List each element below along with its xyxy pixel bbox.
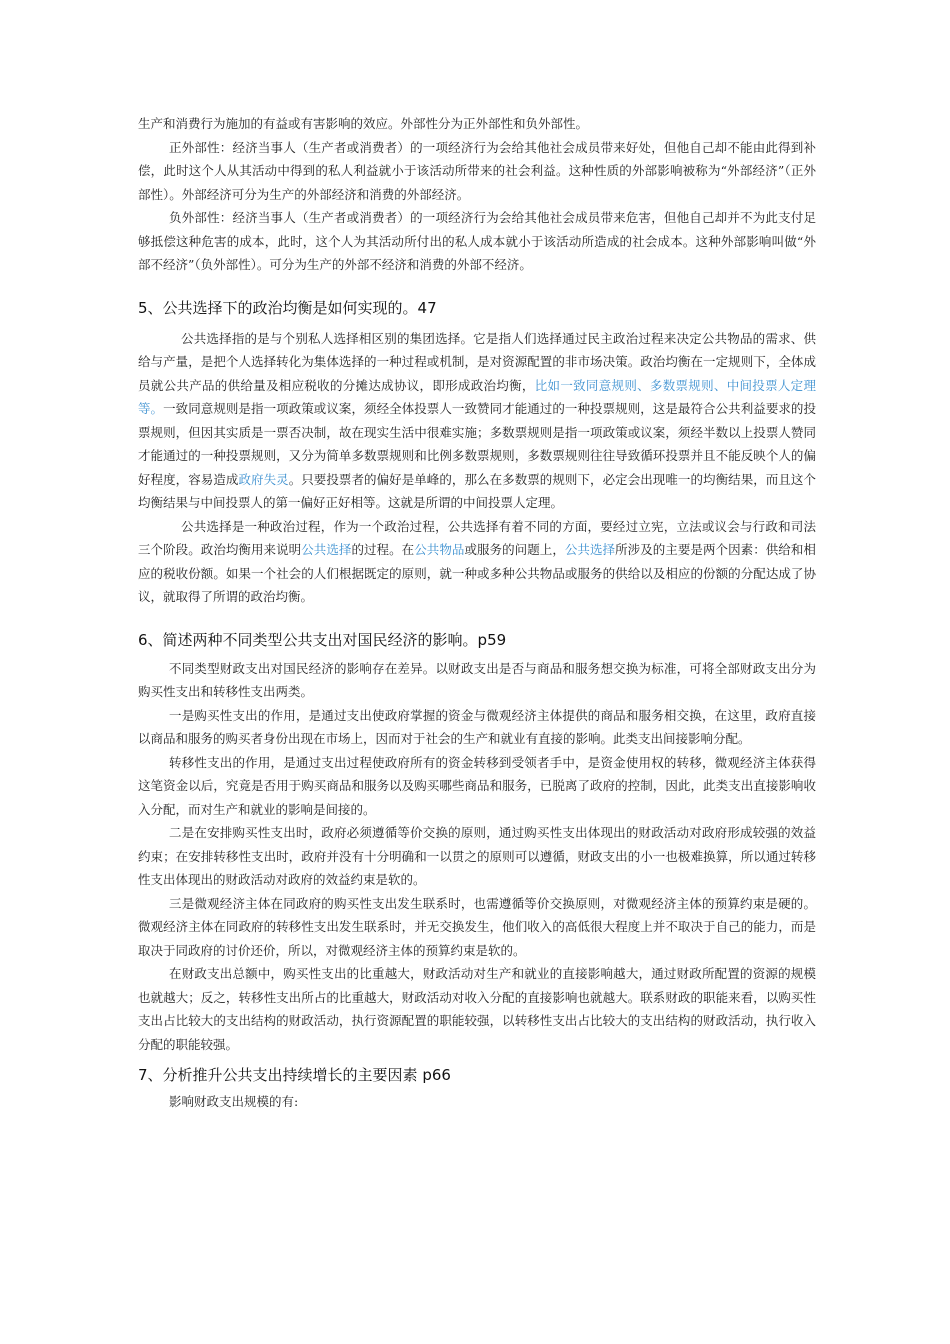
intro-paragraph-0: 生产和消费行为施加的有益或有害影响的效应。外部性分为正外部性和负外部性。 [138, 116, 589, 131]
text-run: 公共选择是一种政治过程，作为一个政治过程，公共选择有着不同的方面，要经过立宪，立法或议会与行政和司法三个阶段。政治均衡用来说明 [138, 518, 816, 557]
section-5-paragraph-1 [138, 327, 816, 515]
text-run: 公共选择指的是与个别私人选择相区别的集团选择。它是指人们选择通过民主政治过程来决定公共物品的需求、供给与产量，是把个人选择转化为集体选择的一种过程或机制，是对资源配置的非市场决策。政治均衡在一定规则下，全体成员就公共产品的供给量及相应税收的分摊达成协议，即形成政治均衡， [138, 330, 816, 393]
intro-paragraph-negative-externality: 负外部性：经济当事人（生产者或消费者）的一项经济行为会给其他社会成员带来危害，但他自己却并不为此支付足够抵偿这种危害的成本，此时，这个人为其活动所付出的私人成本就小于该活动所造成的社会成本。这种外部影响叫做“外部不经济”（负外部性）。可分为生产的外部不经济和消费的外部不经济。 [138, 210, 816, 272]
section-6-paragraph-6: 在财政支出总额中，购买性支出的比重越大，财政活动对生产和就业的直接影响越大，通过财政所配置的资源的规模也就越大；反之，转移性支出所占的比重越大，财政活动对收入分配的直接影响也就越大。联系财政的职能来看，以购买性支出占比较大的支出结构的财政活动，执行资源配置的职能较强，以转移性支出占比较大的支出结构的财政活动，执行收入分配的职能较强。 [138, 966, 816, 1052]
link-public-goods[interactable]: 公共物品 [414, 542, 465, 557]
text-run: 或服务的问题上， [464, 542, 565, 557]
section-6-paragraph-2: 一是购买性支出的作用，是通过支出使政府掌握的资金与微观经济主体提供的商品和服务相交换，在这里，政府直接以商品和服务的购买者身份出现在市场上，因而对于社会的生产和就业有直接的影响。此类支出间接影响分配。 [138, 707, 816, 746]
intro-paragraph-positive-externality: 正外部性：经济当事人（生产者或消费者）的一项经济行为会给其他社会成员带来好处，但他自己却不能由此得到补偿，此时这个人从其活动中得到的私人利益就小于该活动所带来的社会利益。这种性质的外部影响被称为“外部经济”（正外部性）。外部经济可分为生产的外部经济和消费的外部经济。 [138, 139, 816, 202]
text-run: 一致同意规则是指一项政策或议案，须经全体投票人一致赞同才能通过的一种投票规则，这是最符合公共利益要求的投票规则，但因其实质是一票否决制，故在现实生活中很难实施；多数票规则是指一项政策或议案，须经半数以上投票人赞同才能通过的一种投票规则，又分为简单多数票规则和比例多数票规则，多数票规则往往导致循环投票并且不能反映个人的偏好程度，容易造成 [138, 401, 816, 487]
link-government-failure[interactable]: 政府失灵 [238, 471, 289, 487]
section-6-paragraph-3: 转移性支出的作用，是通过支出过程使政府所有的资金转移到受领者手中，是资金使用权的转移，微观经济主体获得这笔资金以后，究竟是否用于购买商品和服务以及购买哪些商品和服务，已脱离了政府的控制，因此，此类支出直接影响收入分配，而对生产和就业的影响是间接的。 [138, 754, 816, 817]
section-7-paragraph-1: 影响财政支出规模的有: [169, 1094, 299, 1109]
document-page [138, 112, 816, 1114]
section-6-paragraph-5: 三是微观经济主体在同政府的购买性支出发生联系时，也需遵循等价交换原则，对微观经济主体的预算约束是硬的。微观经济主体在同政府的转移性支出发生联系时，并无交换发生，他们收入的高低很大程度上并不取决于自己的能力，而是取决于同政府的讨价还价，所以，对微观经济主体的预算约束是软的。 [138, 895, 816, 958]
section-7-heading: 7、分析推升公共支出持续增长的主要因素 p66 [138, 1066, 451, 1084]
section-6-paragraph-1: 不同类型财政支出对国民经济的影响存在差异。以财政支出是否与商品和服务想交换为标准，可将全部财政支出分为购买性支出和转移性支出两类。 [138, 660, 816, 699]
text-run: 所涉及的主要是两个因素：供给和相应的税收份额。如果一个社会的人们根据既定的原则，就一种或多种公共物品或服务的供给以及相应的份额的分配达成了协议，就取得了所谓的政治均衡。 [138, 542, 816, 604]
section-6-heading: 6、简述两种不同类型公共支出对国民经济的影响。p59 [138, 630, 507, 649]
link-public-choice-2[interactable]: 公共选择 [564, 542, 616, 557]
section-5-heading: 5、公共选择下的政治均衡是如何实现的。47 [138, 298, 437, 317]
text-run: 。只要投票者的偏好是单峰的，那么在多数票的规则下，必定会出现唯一的均衡结果，而且这个均衡结果与中间投票人的第一偏好正好相等。这就是所谓的中间投票人定理。 [138, 471, 816, 510]
section-5-paragraph-2 [138, 515, 816, 609]
link-public-choice-1[interactable]: 公共选择 [301, 542, 352, 557]
text-run: 的过程。在 [351, 542, 415, 557]
link-voting-rules[interactable]: 比如一致同意规则、多数票规则、中间投票人定理等。 [138, 377, 816, 416]
section-6-paragraph-4: 二是在安排购买性支出时，政府必须遵循等价交换的原则，通过购买性支出体现出的财政活动对政府形成较强的效益约束；在安排转移性支出时，政府并没有十分明确和一以贯之的原则可以遵循，财政支出的小一也极难换算，所以通过转移性支出体现出的财政活动对政府的效益约束是软的。 [138, 825, 816, 887]
